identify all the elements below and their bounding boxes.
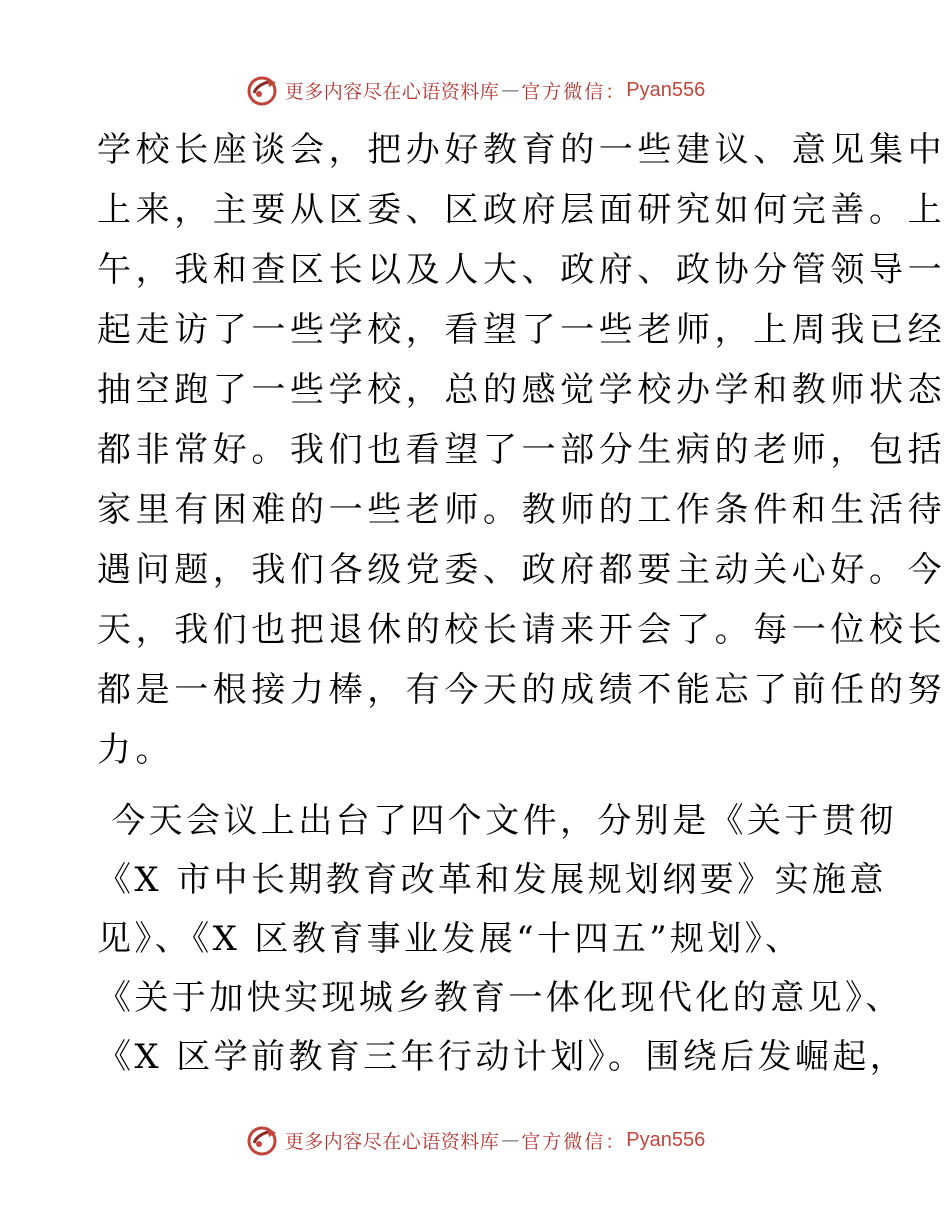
text-line: 抽空跑了一些学校，总的感觉学校办学和教师状态 — [97, 370, 947, 410]
text-line: 学校长座谈会，把办好教育的一些建议、意见集中 — [97, 130, 947, 170]
header-separator: — — [501, 79, 520, 101]
header-wechat-label: 官方微信： — [521, 80, 627, 103]
header-banner — [0, 70, 950, 110]
footer-wechat-label: 官方微信： — [521, 1130, 627, 1153]
footer-main-text: 更多内容尽在心语资料库 — [284, 1130, 500, 1153]
footer-banner — [0, 1120, 950, 1160]
document-body — [97, 120, 947, 1087]
header-main-text: 更多内容尽在心语资料库 — [284, 80, 500, 103]
text-line: 午，我和查区长以及人大、政府、政协分管领导一 — [97, 250, 947, 290]
footer-wechat-id: Pyan556 — [626, 1128, 706, 1151]
text-line: 都非常好。我们也看望了一部分生病的老师，包括 — [97, 430, 947, 470]
text-line: 今天会议上出台了四个文件，分别是《关于贯彻 — [97, 801, 897, 841]
text-line: 上来，主要从区委、区政府层面研究如何完善。上 — [97, 190, 947, 230]
text-line: 《X 区学前教育三年行动计划》。围绕后发崛起， — [97, 1037, 908, 1077]
paragraph-2 — [97, 792, 908, 1087]
text-line: 力。 — [97, 730, 174, 770]
text-line: 遇问题，我们各级党委、政府都要主动关心好。今 — [97, 550, 947, 590]
text-line: 《X 市中长期教育改革和发展规划纲要》实施意 — [97, 860, 887, 900]
text-line: 《关于加快实现城乡教育一体化现代化的意见》、 — [97, 978, 903, 1018]
text-line: 天，我们也把退休的校长请来开会了。每一位校长 — [97, 610, 947, 650]
text-line: 都是一根接力棒，有今天的成绩不能忘了前任的努 — [97, 670, 947, 710]
paragraph-1 — [97, 120, 947, 780]
header-wechat-id: Pyan556 — [626, 78, 706, 101]
text-line: 起走访了一些学校，看望了一些老师，上周我已经 — [97, 310, 947, 350]
footer-separator: — — [501, 1129, 520, 1151]
text-line: 家里有困难的一些老师。教师的工作条件和生活待 — [97, 490, 947, 530]
brand-logo-icon — [245, 1123, 279, 1157]
brand-logo-icon — [245, 73, 279, 107]
text-line: 见》、《X 区教育事业发展“十四五”规划》、 — [97, 919, 803, 959]
